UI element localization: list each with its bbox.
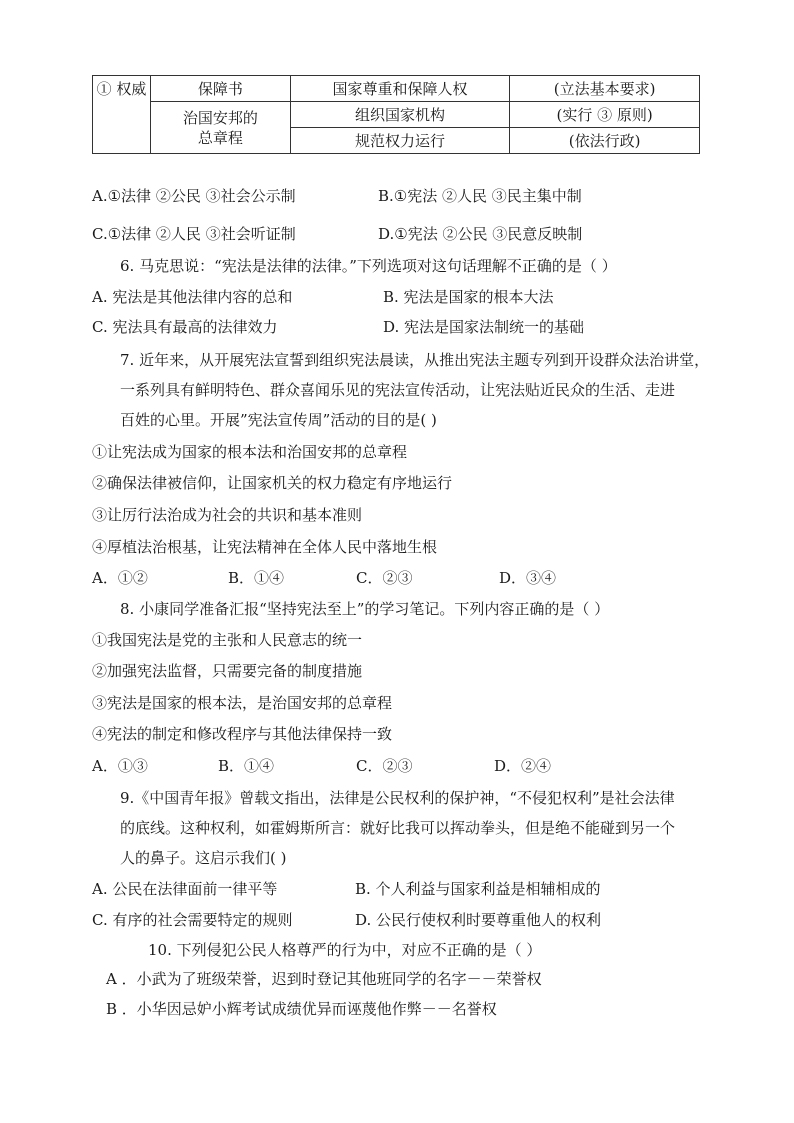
q7-statement-4: ④厚植法治根基，让宪法精神在全体人民中落地生根: [92, 538, 438, 556]
q6-option-c: C. 宪法具有最高的法律效力: [92, 318, 278, 336]
q10-option-b: B ．小华因忌妒小辉考试成绩优异而诬蔑他作弊－－名誉权: [106, 1000, 497, 1018]
q9-option-c: C. 有序的社会需要特定的规则: [92, 911, 293, 929]
q7-stem-line1: 7. 近年来，从开展宪法宣誓到组织宪法晨读，从推出宪法主题专列到开设群众法治讲堂，: [120, 351, 710, 369]
q7-option-a: A．①②: [92, 569, 148, 587]
q10-option-a: A ．小武为了班级荣誉，迟到时登记其他班同学的名字－－荣誉权: [106, 970, 542, 988]
q7-statement-3: ③让厉行法治成为社会的共识和基本准则: [92, 506, 363, 524]
q7-option-b: B．①④: [228, 569, 285, 587]
q9-option-d: D. 公民行使权利时要尊重他人的权利: [355, 911, 602, 929]
q7-option-c: C．②③: [356, 569, 413, 587]
q7-stem-line2: 一系列具有鲜明特色、群众喜闻乐见的宪法宣传活动，让宪法贴近民众的生活、走进: [120, 381, 676, 399]
table-cell-principle: (实行 ③ 原则): [510, 102, 700, 128]
q7-statement-2: ②确保法律被信仰，让国家机关的权力稳定有序地运行: [92, 474, 453, 492]
table-cell-admin-by-law: (依法行政): [510, 128, 700, 154]
q8-option-d: D．②④: [494, 757, 552, 775]
q10-stem: 10. 下列侵犯公民人格尊严的行为中，对应不正确的是（ ）: [148, 941, 542, 959]
table-cell-guarantee: 保障书: [150, 76, 290, 102]
table-cell-authority: ① 权威: [93, 76, 151, 154]
table-cell-power-regulation: 规范权力运行: [290, 128, 510, 154]
q9-option-b: B. 个人利益与国家利益是相辅相成的: [355, 880, 601, 898]
q7-statement-1: ①让宪法成为国家的根本法和治国安邦的总章程: [92, 443, 408, 461]
table-cell-state-organs: 组织国家机构: [290, 102, 510, 128]
q6-option-a: A. 宪法是其他法律内容的总和: [92, 288, 293, 306]
q8-option-a: A．①③: [92, 757, 148, 775]
table-cell-legislation: (立法基本要求): [510, 76, 700, 102]
q7-option-d: D．③④: [499, 569, 557, 587]
q9-stem-line3: 人的鼻子。这启示我们( ): [120, 849, 287, 867]
q9-stem-line2: 的底线。这种权利，如霍姆斯所言：就好比我可以挥动拳头，但是绝不能碰到另一个: [120, 819, 676, 837]
q5-option-c: C.①法律 ②人民 ③社会听证制: [92, 225, 296, 243]
constitution-summary-table: [92, 75, 700, 154]
q7-stem-line3: 百姓的心里。开展”宪法宣传周”活动的目的是( ): [120, 411, 437, 429]
q6-stem: 6. 马克思说：“宪法是法律的法律。”下列选项对这句话理解不正确的是（ ）: [120, 257, 617, 275]
q9-option-a: A. 公民在法律面前一律平等: [92, 880, 278, 898]
q9-stem-line1: 9.《中国青年报》曾载文指出，法律是公民权利的保护神，“不侵犯权利”是社会法律: [120, 789, 675, 807]
q5-option-d: D.①宪法 ②公民 ③民意反映制: [378, 225, 583, 243]
q8-option-c: C．②③: [356, 757, 413, 775]
table-cell-human-rights: 国家尊重和保障人权: [290, 76, 510, 102]
q8-statement-3: ③宪法是国家的根本法，是治国安邦的总章程: [92, 694, 393, 712]
q8-statement-2: ②加强宪法监督，只需要完备的制度措施: [92, 662, 363, 680]
q5-option-a: A.①法律 ②公民 ③社会公示制: [92, 187, 296, 205]
q8-option-b: B．①④: [218, 757, 275, 775]
q6-option-b: B. 宪法是国家的根本大法: [383, 288, 554, 306]
q8-statement-1: ①我国宪法是党的主张和人民意志的统一: [92, 631, 363, 649]
q5-option-b: B.①宪法 ②人民 ③民主集中制: [378, 187, 582, 205]
q6-option-d: D. 宪法是国家法制统一的基础: [383, 318, 585, 336]
q8-statement-4: ④宪法的制定和修改程序与其他法律保持一致: [92, 725, 393, 743]
q8-stem: 8. 小康同学准备汇报“坚持宪法至上”的学习笔记。下列内容正确的是（ ）: [120, 600, 610, 618]
table-cell-charter: 治国安邦的总章程: [150, 102, 290, 154]
